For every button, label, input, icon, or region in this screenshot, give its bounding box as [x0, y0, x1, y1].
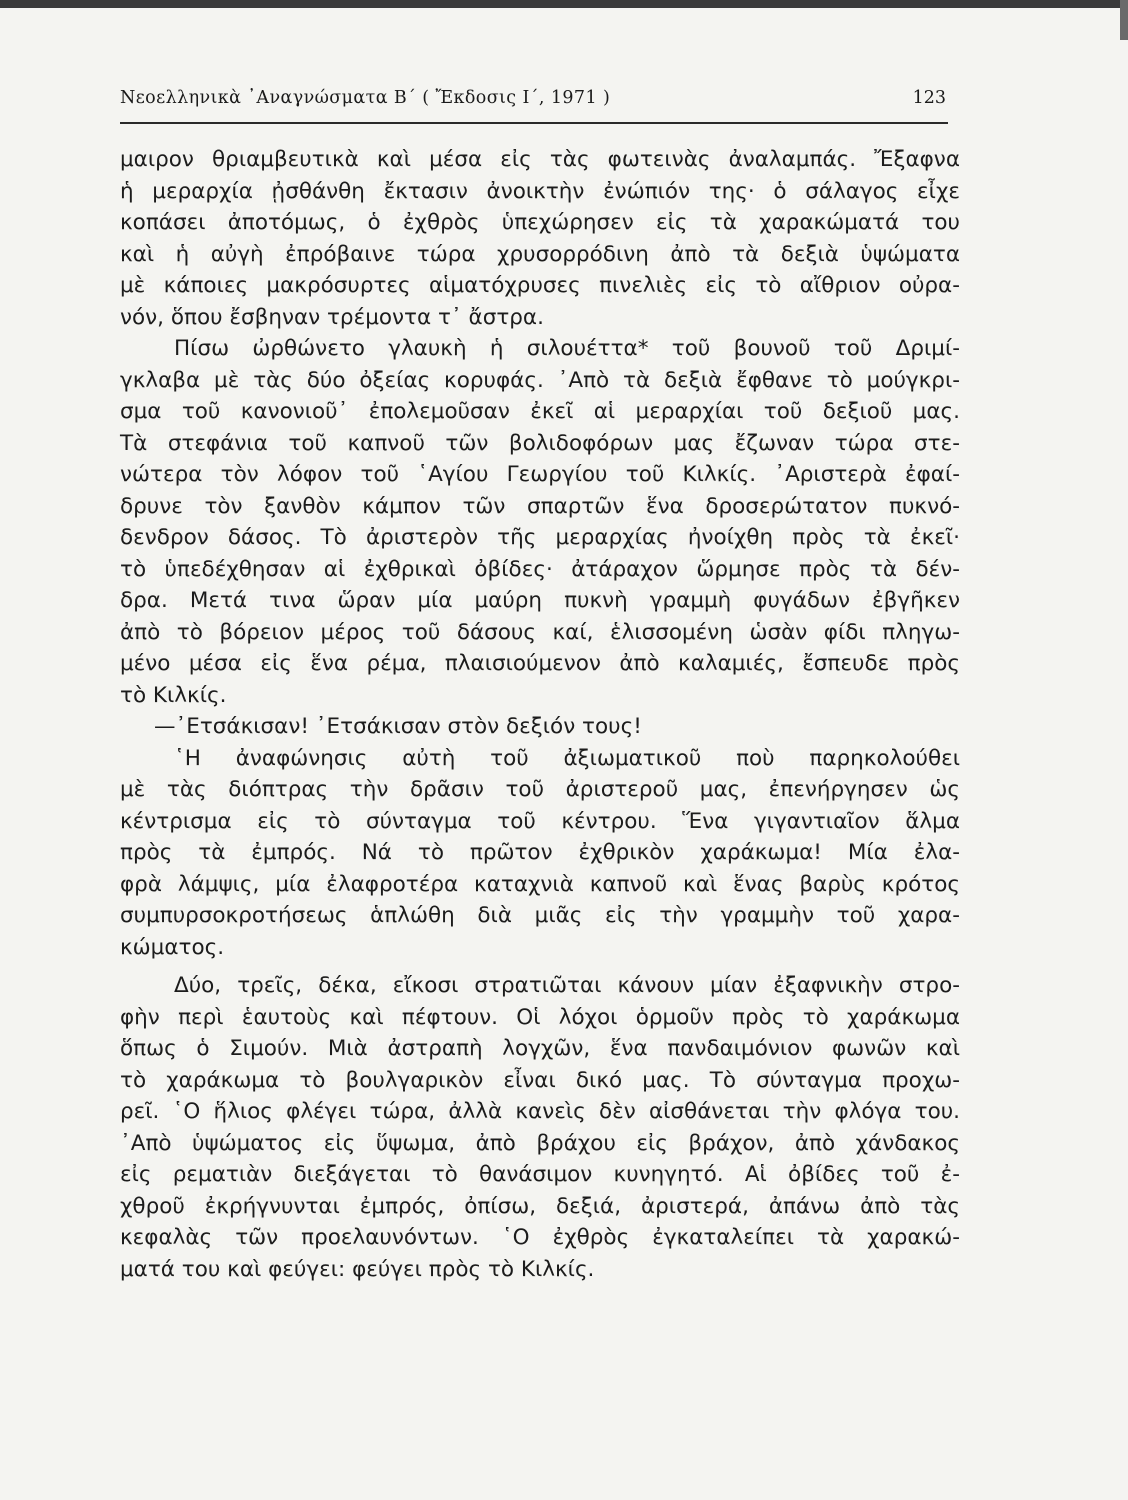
- text-line: δρυνε τὸν ξανθὸν κάμπον τῶν σπαρτῶν ἕνα δροσερώτατον πυκνό-: [120, 493, 960, 519]
- text-line: τὸ Κιλκίς.: [120, 682, 227, 708]
- paragraph: [120, 711, 960, 743]
- text-line: γκλαβα μὲ τὰς δύο ὀξείας κορυφάς. ᾿Απὸ τὰ δεξιὰ ἔφθανε τὸ μούγκρι-: [120, 367, 960, 393]
- paragraph-gap: [120, 963, 960, 970]
- text-line: τὸ χαράκωμα τὸ βουλγαρικὸν εἶναι δικό μας. Τὸ σύνταγμα προχω-: [120, 1067, 960, 1093]
- text-line: μὲ τὰς διόπτρας τὴν δρᾶσιν τοῦ ἀριστεροῦ μας, ἐπενήργησεν ὡς: [120, 777, 960, 802]
- text-line: δρα. Μετά τινα ὥραν μία μαύρη πυκνὴ γραμμὴ φυγάδων ἐβγῆκεν: [120, 588, 960, 613]
- text-line: νόν, ὅπου ἔσβηναν τρέμοντα τ᾿ ἄστρα.: [120, 304, 544, 330]
- paragraph: [120, 743, 960, 964]
- text-line: Πίσω ὠρθώνετο γλαυκὴ ἡ σιλουέττα* τοῦ βουνοῦ τοῦ Δριμί-: [174, 336, 960, 361]
- text-line: ρεῖ. ῾Ο ἥλιος φλέγει τώρα, ἀλλὰ κανεὶς δὲν αἰσθάνεται τὴν φλόγα του.: [120, 1099, 960, 1124]
- paragraph: [120, 333, 960, 711]
- text-line: καὶ ἡ αὐγὴ ἐπρόβαινε τώρα χρυσορρόδινη ἀπὸ τὰ δεξιὰ ὑψώματα: [120, 241, 960, 267]
- text-line: κώματος.: [120, 934, 225, 960]
- text-line: ἡ μεραρχία ᾐσθάνθη ἔκτασιν ἀνοικτὴν ἐνώπιόν της· ὁ σάλαγος εἶχε: [120, 178, 960, 204]
- text-line: —᾿Ετσάκισαν! ᾿Ετσάκισαν στὸν δεξιόν τους!: [154, 714, 642, 739]
- text-line: κοπάσει ἀποτόμως, ὁ ἐχθρὸς ὑπεχώρησεν εἰς τὰ χαρακώματά του: [120, 210, 960, 235]
- text-line: συμπυρσοκροτήσεως ἁπλώθη διὰ μιᾶς εἰς τὴν γραμμὴν τοῦ χαρα-: [120, 903, 960, 928]
- paragraph: [120, 144, 960, 333]
- text-line: ᾿Απὸ ὑψώματος εἰς ὕψωμα, ἀπὸ βράχου εἰς βράχον, ἀπὸ χάνδακος: [120, 1130, 960, 1156]
- paragraph: [120, 970, 960, 1285]
- text-line: κεφαλὰς τῶν προελαυνόντων. ῾Ο ἐχθρὸς ἐγκαταλείπει τὰ χαρακώ-: [120, 1225, 960, 1250]
- text-line: δενδρον δάσος. Τὸ ἀριστερὸν τῆς μεραρχίας ἠνοίχθη πρὸς τὰ ἐκεῖ·: [120, 525, 960, 550]
- scan-right-edge: [1120, 0, 1128, 40]
- text-line: εἰς ρεματιὰν διεξάγεται τὸ θανάσιμον κυνηγητό. Αἱ ὀβίδες τοῦ ἐ-: [120, 1162, 960, 1187]
- text-line: μένο μέσα εἰς ἕνα ρέμα, πλαισιούμενον ἀπὸ καλαμιές, ἔσπευδε πρὸς: [120, 651, 960, 676]
- text-line: σμα τοῦ κανονιοῦ᾿ ἐπολεμοῦσαν ἐκεῖ αἱ μεραρχίαι τοῦ δεξιοῦ μας.: [120, 399, 960, 424]
- text-line: ἀπὸ τὸ βόρειον μέρος τοῦ δάσους καί, ἑλισσομένη ὡσὰν φίδι πληγω-: [120, 619, 960, 645]
- text-line: μαιρον θριαμβευτικὰ καὶ μέσα εἰς τὰς φωτεινὰς ἀναλαμπάς. Ἔξαφνα: [120, 147, 960, 172]
- page-number: 123: [912, 88, 946, 108]
- header-rule: [120, 122, 948, 124]
- text-line: κέντρισμα εἰς τὸ σύνταγμα τοῦ κέντρου. Ἕνα γιγαντιαῖον ἅλμα: [120, 808, 960, 834]
- text-line: Τὰ στεφάνια τοῦ καπνοῦ τῶν βολιδοφόρων μας ἔζωναν τώρα στε-: [120, 430, 960, 456]
- text-line: Δύο, τρεῖς, δέκα, εἴκοσι στρατιῶται κάνουν μίαν ἐξαφνικὴν στρο-: [174, 973, 960, 998]
- text-line: χθροῦ ἐκρήγνυνται ἐμπρός, ὀπίσω, δεξιά, ἀριστερά, ἀπάνω ἀπὸ τὰς: [120, 1193, 960, 1219]
- text-line: ῾Η ἀναφώνησις αὐτὴ τοῦ ἀξιωματικοῦ ποὺ παρηκολούθει: [174, 745, 960, 771]
- text-line: φὴν περὶ ἑαυτοὺς καὶ πέφτουν. Οἱ λόχοι ὁρμοῦν πρὸς τὸ χαράκωμα: [120, 1004, 960, 1030]
- text-line: τὸ ὑπεδέχθησαν αἱ ἐχθρικαὶ ὀβίδες· ἀτάραχον ὥρμησε πρὸς τὰ δέν-: [120, 556, 960, 582]
- scan-top-edge: [0, 0, 1128, 8]
- text-line: ματά του καὶ φεύγει: φεύγει πρὸς τὸ Κιλκίς.: [120, 1256, 595, 1282]
- text-line: φρὰ λάμψις, μία ἐλαφροτέρα καταχνιὰ καπνοῦ καὶ ἕνας βαρὺς κρότος: [120, 871, 960, 897]
- page-header: [120, 82, 946, 122]
- text-line: ὅπως ὁ Σιμούν. Μιὰ ἀστραπὴ λογχῶν, ἕνα πανδαιμόνιον φωνῶν καὶ: [120, 1036, 960, 1061]
- running-title: Νεοελληνικὰ ᾿Αναγνώσματα Β΄ ( Ἔκδοσις Ι΄, 1971 ): [120, 88, 611, 108]
- text-line: νώτερα τὸν λόφον τοῦ ῾Αγίου Γεωργίου τοῦ Κιλκίς. ᾿Αριστερὰ ἐφαί-: [120, 462, 960, 487]
- text-line: πρὸς τὰ ἐμπρός. Νά τὸ πρῶτον ἐχθρικὸν χαράκωμα! Μία ἐλα-: [120, 840, 960, 865]
- body-text: [120, 144, 960, 1285]
- text-line: μὲ κάποιες μακρόσυρτες αἱματόχρυσες πινελιὲς εἰς τὸ αἴθριον οὐρα-: [120, 273, 960, 298]
